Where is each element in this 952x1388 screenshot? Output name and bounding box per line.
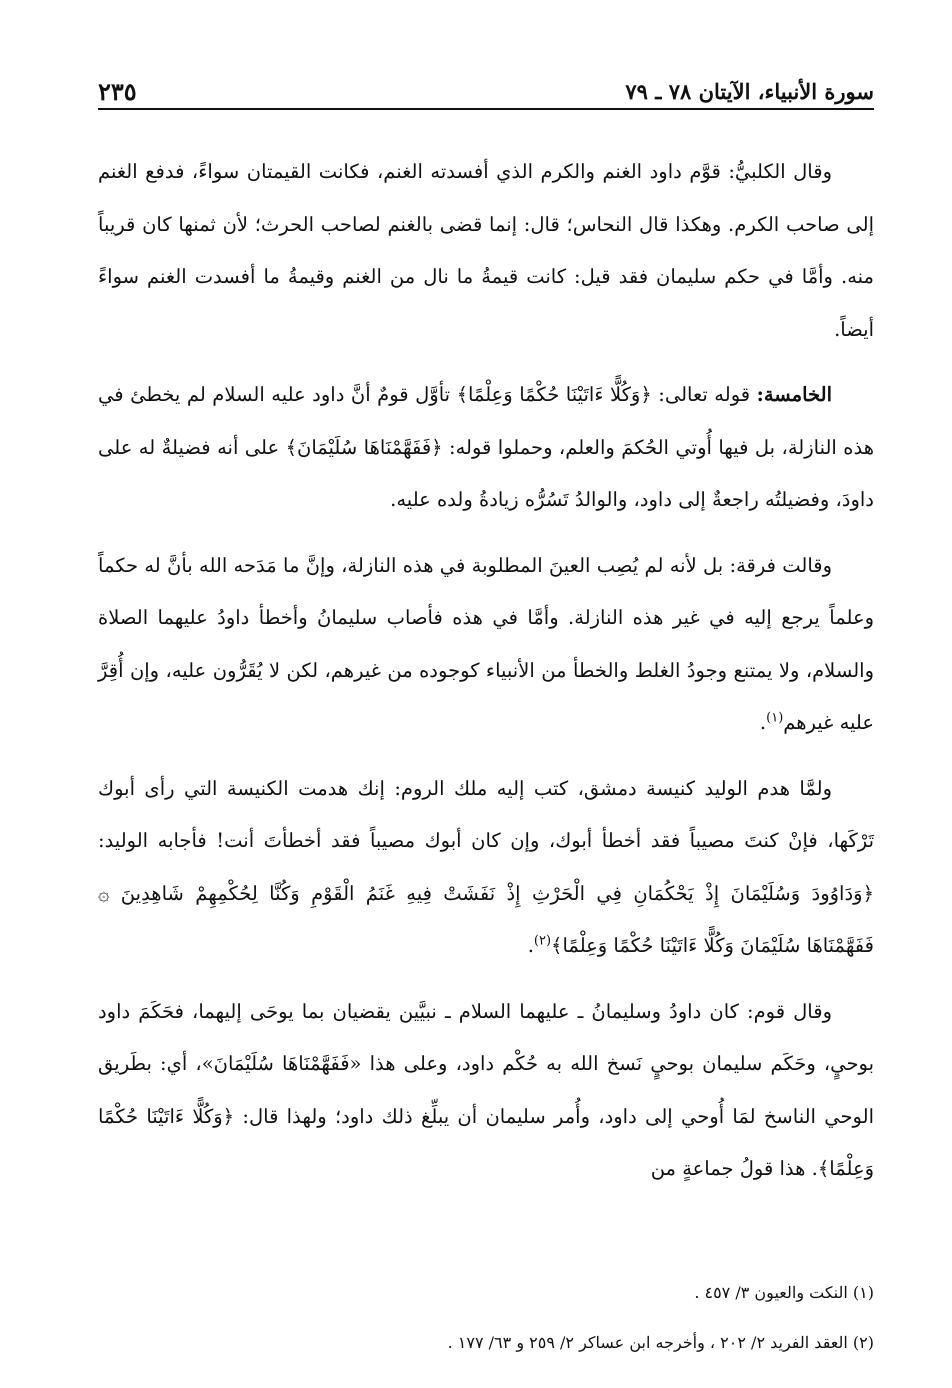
paragraph-text: قوله تعالى: ﴿وَكُلًّا ءَاتَيْنَا حُكْمًا وَعِلْمًا﴾ تأوَّل قومٌ أنَّ داود عليه السلام لم يخطئ في هذه النازلة، بل فيها أُوتي الحُكمَ والعلم، وحملوا قوله: ﴿فَفَهَّمْنَاهَا سُلَيْمَانَ﴾ على أنه فضيلةٌ له على داودَ، وفضيلتُه راجعةٌ إلى داود، والوالدُ تَسُرُّه زيادةُ ولده عليه.	[98, 383, 874, 511]
paragraph-text: وقالت فرقة: بل لأنه لم يُصِب العينَ المطلوبة في هذه النازلة، وإنَّ ما مَدَحه الله بأنَّ له حكماً وعلماً يرجع إليه في غير هذه النازلة. وأمَّا في هذه فأصاب سليمانُ وأخطأ داودُ عليهما الصلاة والسلام، ولا يمتنع وجودُ الغلط والخطأ من الأنبياء كوجوده من غيرهم، لكن لا يُقَرُّون عليه، وإن أُقِرَّ عليه غيرهم	[98, 553, 874, 734]
section-lead: الخامسة:	[756, 383, 833, 406]
main-text	[98, 146, 874, 1209]
paragraph-tail: .	[759, 711, 767, 734]
page-header	[98, 66, 874, 106]
footnote-2: (٢) العقد الفريد ٢/ ٢٠٢ ، وأخرجه ابن عساكر ٢/ ٢٥٩ و ٦٣/ ١٧٧ .	[447, 1333, 874, 1352]
running-title: سورة الأنبياء، الآيتان ٧٨ ـ ٧٩	[625, 79, 874, 104]
footnote-1: (١) النكت والعيون ٣/ ٤٥٧ .	[694, 1283, 874, 1302]
paragraph-tail: .	[527, 934, 534, 957]
paragraph-text: ولمَّا هدم الوليد كنيسة دمشق، كتب إليه ملك الروم: إنك هدمت الكنيسة التي رأى أبوك تَرْكَها، فإنْ كنتَ مصيباً فقد أخطأ أبوك، وإن كان أبوك مصيباً فقد أخطأتَ أنت! فأجابه الوليد: ﴿وَدَاوُودَ وَسُلَيْمَانَ إِذْ يَحْكُمَانِ فِي الْحَرْثِ إِذْ نَفَشَتْ فِيهِ غَنَمُ الْقَوْمِ وَكُنَّا لِحُكْمِهِمْ شَاهِدِينَ ۞ فَفَهَّمْنَاهَا سُلَيْمَانَ وَكُلًّا ءَاتَيْنَا حُكْمًا وَعِلْمًا﴾	[98, 776, 874, 957]
header-divider	[98, 108, 874, 110]
footnotes	[98, 1268, 874, 1368]
paragraph-5	[98, 986, 874, 1196]
paragraph-text: وقال الكلبيُّ: قوَّم داود الغنم والكرم الذي أفسدته الغنم، فكانت القيمتان سواءً، فدفع الغنم إلى صاحب الكرم. وهكذا قال النحاس؛ قال: إنما قضى بالغنم لصاحب الحرث؛ لأن ثمنها كان قريباً منه. وأمَّا في حكم سليمان فقد قيل: كانت قيمةُ ما نال من الغنم وقيمةُ ما أفسدت الغنم سواءً أيضاً.	[98, 160, 874, 341]
page-number: ٢٣٥	[98, 77, 137, 106]
footnote-ref-1[interactable]: (١)	[766, 710, 784, 726]
footnote-ref-2[interactable]: (٢)	[533, 933, 552, 949]
paragraph-4	[98, 763, 874, 973]
paragraph-2	[98, 369, 874, 527]
paragraph-1	[98, 146, 874, 356]
paragraph-text: وقال قوم: كان داودُ وسليمانُ ـ عليهما السلام ـ نبيَّين يقضيان بما يوحَى إليهما، فحَكَمَ داود بوحيٍ، وحَكَم سليمان بوحيٍ نَسخ الله به حُكْم داود، وعلى هذا «فَفَهَّمْنَاهَا سُلَيْمَانَ»، أي: بطَريق الوحي الناسخ لمَا أُوحي إلى داود، وأُمر سليمان أن يبلِّغ ذلك داود؛ ولهذا قال: ﴿وَكُلًّا ءَاتَيْنَا حُكْمًا وَعِلْمًا﴾. هذا قولُ جماعةٍ من	[98, 999, 874, 1180]
paragraph-3	[98, 540, 874, 750]
